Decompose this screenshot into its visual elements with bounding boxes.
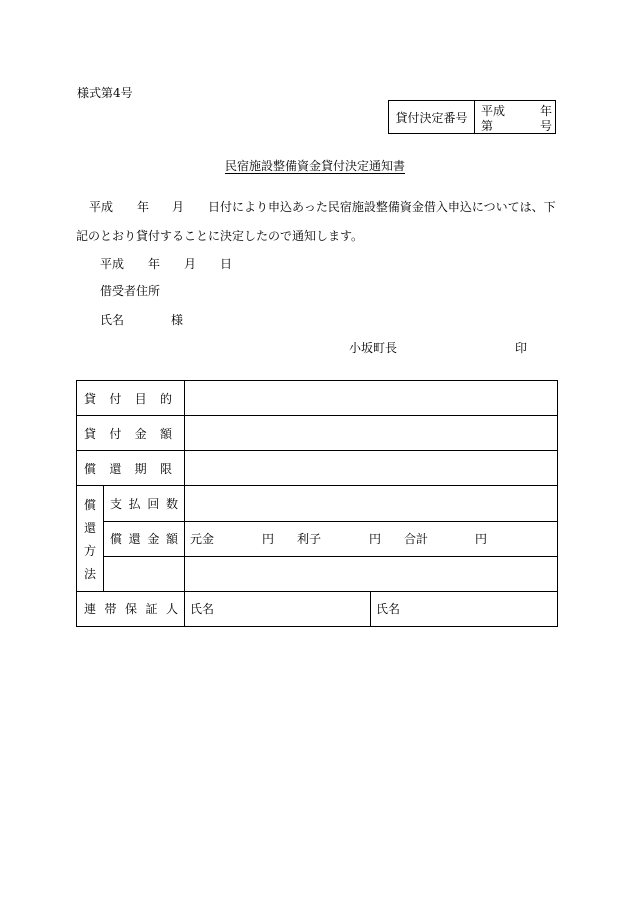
- amount-value-cell: [185, 416, 558, 451]
- repayment-amount-label: [110, 530, 178, 547]
- label-char: 期: [134, 461, 147, 476]
- period-value-cell: [185, 451, 558, 486]
- guarantor-name1-label: 氏名: [190, 602, 215, 617]
- decision-number-box: [388, 100, 556, 134]
- body-line1-text: 日付により申込あった民宿施設整備資金借入申込については、下: [208, 200, 556, 214]
- guarantor-name1-cell: [185, 591, 371, 626]
- label-char: 金: [134, 426, 147, 441]
- label-char: 支: [110, 496, 123, 511]
- label-char: 額: [165, 532, 178, 547]
- number-era: 平成: [481, 104, 506, 118]
- principal-yen: 円: [262, 531, 275, 546]
- label-char: 貸: [84, 426, 97, 441]
- label-char: 付: [109, 426, 122, 441]
- guarantor-name2-label: 氏名: [376, 602, 401, 617]
- repayment-amount-label-cell: [104, 521, 185, 556]
- total-label: 合計: [404, 531, 429, 546]
- page-title: 民宿施設整備資金貸付決定通知書: [224, 159, 405, 173]
- payments-count-label-cell: [104, 486, 185, 521]
- purpose-label-cell: [77, 381, 185, 416]
- amount-label: [84, 425, 172, 442]
- interest-yen: 円: [369, 531, 382, 546]
- label-char: 償: [110, 532, 123, 547]
- borrower-name-label: 氏名: [100, 313, 125, 327]
- period-label-cell: [77, 451, 185, 486]
- number-unit: 号: [540, 119, 553, 133]
- label-char: 数: [165, 496, 178, 511]
- label-char: 法: [83, 566, 96, 581]
- label-char: 還: [109, 461, 122, 476]
- principal-label: 元金: [190, 531, 215, 546]
- body-year: 年: [137, 200, 150, 214]
- body-month: 月: [172, 200, 185, 214]
- body-era: 平成: [89, 200, 114, 214]
- date-month: 月: [184, 257, 197, 271]
- label-char: 連: [84, 602, 97, 617]
- borrower-honorific: 様: [171, 313, 184, 327]
- guarantor-name2-cell: [371, 591, 558, 626]
- label-char: 的: [159, 391, 172, 406]
- label-char: 証: [145, 602, 158, 617]
- form-number: 様式第4号: [77, 86, 133, 100]
- label-char: 償: [83, 497, 96, 512]
- loan-details-table: [76, 380, 558, 627]
- label-char: 保: [124, 602, 137, 617]
- method-blank-label-cell: [104, 556, 185, 591]
- payments-count-value-cell: [185, 486, 558, 521]
- label-char: 金: [147, 532, 160, 547]
- label-char: 償: [84, 461, 97, 476]
- decision-number-label: 貸付決定番号: [389, 101, 475, 133]
- purpose-value-cell: [185, 381, 558, 416]
- method-label-cell: [77, 486, 104, 591]
- label-char: 還: [128, 532, 141, 547]
- purpose-label: [84, 390, 172, 407]
- period-label: [84, 460, 172, 477]
- method-blank-value-cell: [185, 556, 558, 591]
- label-char: 限: [159, 461, 172, 476]
- date-day: 日: [220, 257, 233, 271]
- label-char: 還: [83, 520, 96, 535]
- label-char: 方: [83, 543, 96, 558]
- label-char: 付: [109, 391, 122, 406]
- interest-label: 利子: [297, 531, 322, 546]
- issuer: 小坂町長: [349, 341, 398, 355]
- total-yen: 円: [475, 531, 488, 546]
- body-line2-text: 記のとおり貸付することに決定したので通知します。: [76, 229, 364, 243]
- amount-label-cell: [77, 416, 185, 451]
- repayment-amount-value-cell: [185, 521, 558, 556]
- borrower-address-label: 借受者住所: [100, 284, 161, 298]
- method-label: [77, 496, 103, 582]
- guarantor-label: [84, 600, 178, 617]
- date-era: 平成: [100, 257, 125, 271]
- date-year: 年: [148, 257, 161, 271]
- payments-count-label: [110, 495, 178, 512]
- seal-mark: 印: [515, 341, 528, 355]
- label-char: 回: [147, 496, 160, 511]
- label-char: 払: [128, 496, 141, 511]
- guarantor-label-cell: [77, 591, 185, 626]
- label-char: 貸: [84, 391, 97, 406]
- number-year-unit: 年: [540, 104, 553, 118]
- label-char: 目: [134, 391, 147, 406]
- label-char: 人: [165, 602, 178, 617]
- label-char: 帯: [104, 602, 117, 617]
- number-prefix: 第: [481, 119, 494, 133]
- label-char: 額: [159, 426, 172, 441]
